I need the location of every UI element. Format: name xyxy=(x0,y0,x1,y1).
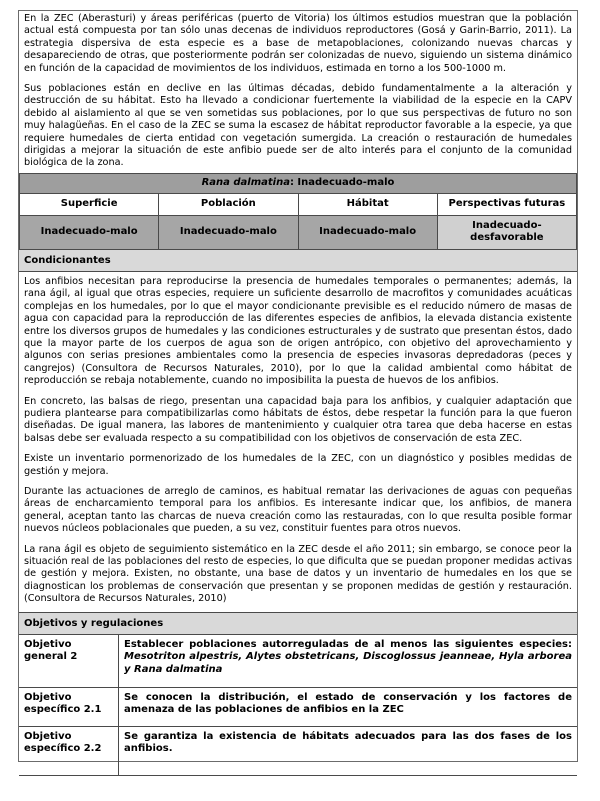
condicionantes-heading: Condicionantes xyxy=(19,250,577,272)
objective-label: Objetivo específico 2.2 xyxy=(19,726,119,775)
value-habitat: Inadecuado-malo xyxy=(298,215,437,249)
objective-label: Objetivo específico 2.1 xyxy=(19,687,119,726)
objective-text-main: Establecer poblaciones autorreguladas de al menos las siguientes especies: xyxy=(124,638,572,650)
overall-status: : Inadecuado-malo xyxy=(289,177,395,189)
value-perspectivas: Inadecuado-desfavorable xyxy=(437,215,576,249)
status-table-title xyxy=(20,173,577,193)
status-table-header-row xyxy=(20,193,577,215)
conservation-status-table xyxy=(19,173,577,250)
intro-paragraph-1: En la ZEC (Aberasturi) y áreas periféricas (puerto de Vitoria) los últimos estudios muestran que la población actual está compuesta por tan sólo unas decenas de individuos reproductores (Gosá y Garin-Barrio, 2011). La estrategia dispersiva de esta especie es a base de metapoblaciones, colonizando nuevas charcas y desapareciendo de otras, que posteriormente podrán ser colonizadas de nuevo, siguiendo un sistema dinámico en función de la capacidad de movimientos de los individuos, estimada en torno a los 500-1000 m. xyxy=(24,13,572,74)
value-poblacion: Inadecuado-malo xyxy=(159,215,298,249)
objective-species-list: Mesotriton alpestris, Alytes obstetricans, Discoglossus jeanneae, Hyla arborea y Rana dalmatina xyxy=(124,651,572,675)
document-page xyxy=(18,10,578,762)
condicionantes-paragraph-2: En concreto, las balsas de riego, presentan una capacidad baja para los anfibios, y cualquier adaptación que pudiera plantearse para compatibilizarlas como hábitats de éstos, debe respetar la función para la que fueron diseñadas. De igual manera, las labores de mantenimiento y cualquier otra tarea que deba hacerse en estas balsas debe ser evaluada respecto a su compatibilidad con los objetivos de conservación de esta ZEC. xyxy=(24,395,572,444)
objective-text: Se garantiza la existencia de hábitats adecuados para las dos fases de los anfibios. xyxy=(119,726,578,775)
objective-label: Objetivo general 2 xyxy=(19,635,119,688)
status-table-title-row xyxy=(20,173,577,193)
header-poblacion: Población xyxy=(159,193,298,215)
value-superficie: Inadecuado-malo xyxy=(20,215,159,249)
objective-row xyxy=(19,687,577,726)
condicionantes-paragraph-4: Durante las actuaciones de arreglo de caminos, es habitual rematar las derivaciones de aguas con pequeñas áreas de encharcamiento temporal para los anfibios. Es interesante indicar que, los anfibios, de manera general, aceptan tanto las charcas de nueva creación como las restauradas, con lo que resulta posible formar nuevos núcleos poblacionales que pueden, a su vez, constituir fuentes para otros nuevos. xyxy=(24,485,572,535)
condicionantes-paragraph-1: Los anfibios necesitan para reproducirse la presencia de humedales temporales o permanentes; además, la rana ágil, al igual que otras especies, requiere un suficiente desarrollo de macrofitos y comunidades acuáticas complejas en los humedales, por lo que el mayor condicionante previsible es el reducido número de masas de agua con capacidad para la reproducción de las diferentes especies de anfibios, la elevada distancia existente entre los diversos grupos de humedales y las condiciones estructurales y de sustrato que presentan éstos, dado que la mayor parte de los cuerpos de agua son de origen antrópico, con objetivo del aprovechamiento y algunos con serias presiones ambientales como la presencia de especies invasoras depredadoras (peces y cangrejos) (Consultora de Recursos Naturales, 2010), por lo que la calidad ambiental como hábitat de reproducción se rebaja notablemente, cuando no imposibilita la puesta de huevos de los anfibios. xyxy=(24,275,572,387)
objective-text xyxy=(119,635,578,688)
condicionantes-paragraph-3: Existe un inventario pormenorizado de los humedales de la ZEC, con un diagnóstico y posibles medidas de gestión y mejora. xyxy=(24,453,572,477)
condicionantes-paragraph-5: La rana ágil es objeto de seguimiento sistemático en la ZEC desde el año 2011; sin embargo, se conoce peor la situación real de las poblaciones del resto de especies, lo que dificulta que se puedan proponer medidas activas de gestión y mejora. Existen, no obstante, una base de datos y un inventario de humedales en los que se diagnostican los problemas de conservación que presentan y se proponen medidas de gestión y restauración. (Consultora de Recursos Naturales, 2010) xyxy=(24,543,572,605)
objective-text: Se conocen la distribución, el estado de conservación y los factores de amenaza de las poblaciones de anfibios en la ZEC xyxy=(119,687,578,726)
objetivos-heading: Objetivos y regulaciones xyxy=(19,612,577,635)
objective-row xyxy=(19,726,577,775)
objective-row xyxy=(19,635,577,688)
condicionantes-section xyxy=(19,272,577,606)
species-name: Rana dalmatina xyxy=(201,177,290,189)
header-habitat: Hábitat xyxy=(298,193,437,215)
intro-paragraph-2: Sus poblaciones están en declive en las últimas décadas, debido fundamentalmente a la alteración y destrucción de su hábitat. Esto ha llevado a condicionar fuertemente la viabilidad de la especie en la CAPV debido al aislamiento al que se ven sometidas sus poblaciones, por lo que sus perspectivas de futuro no son muy halagüeñas. En el caso de la ZEC se suma la escasez de hábitat reproductor favorable a la especie, ya que requiere humedales de cierta entidad con vegetación sumergida. La creación o restauración de humedales dirigidas a mejorar la situación de este anfibio puede ser de alto interés para el conjunto de la comunidad biológica de la zona. xyxy=(24,83,572,169)
status-table-values-row xyxy=(20,215,577,249)
objetivos-table xyxy=(19,635,577,776)
header-perspectivas: Perspectivas futuras xyxy=(437,193,576,215)
header-superficie: Superficie xyxy=(20,193,159,215)
intro-section xyxy=(19,11,577,170)
